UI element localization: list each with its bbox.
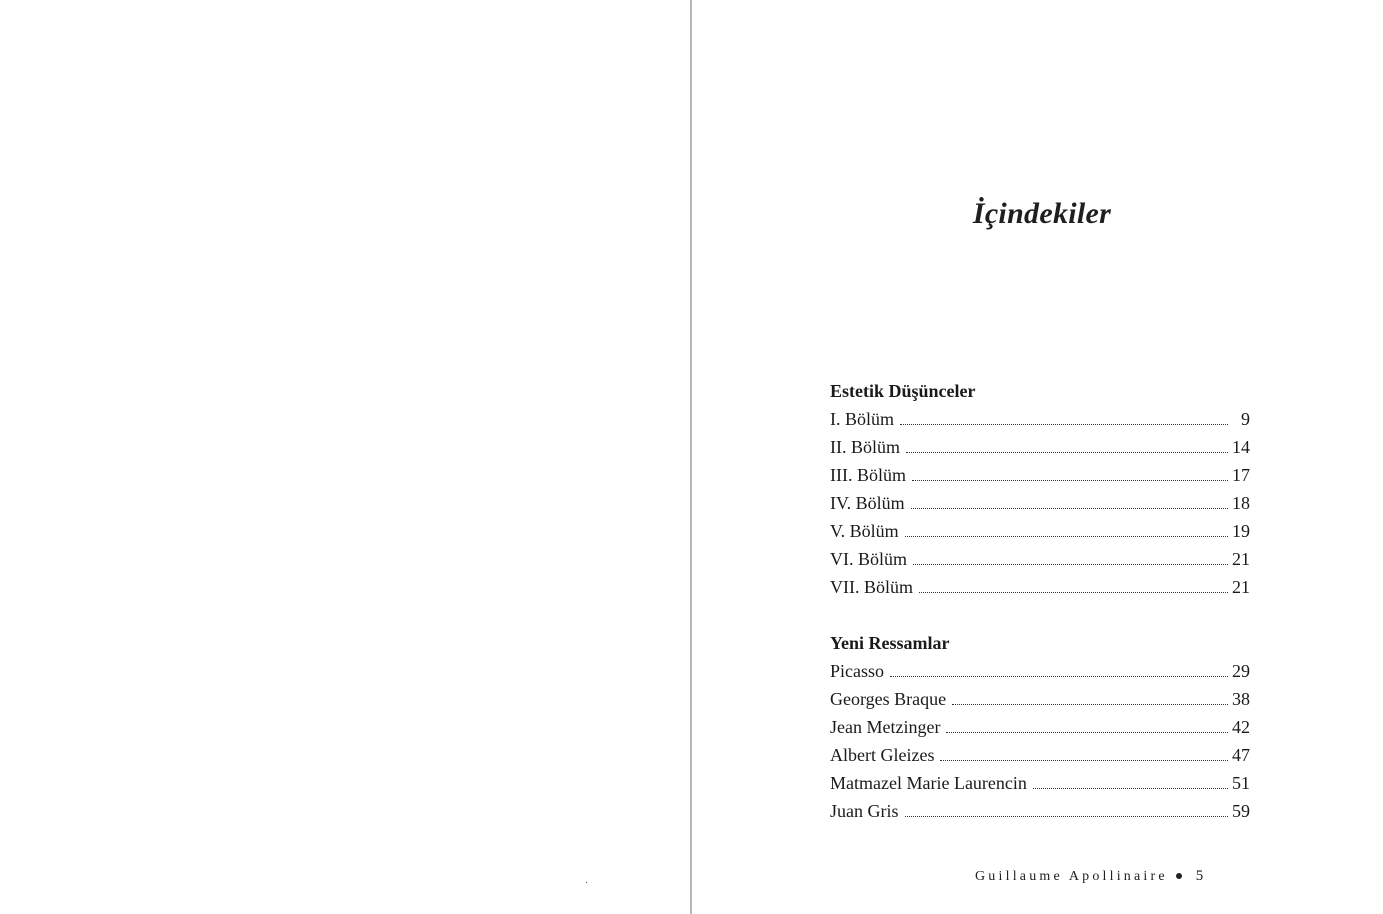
dot-leader <box>906 452 1228 453</box>
toc-entry-label: VI. Bölüm <box>830 549 908 569</box>
toc-entry[interactable] <box>830 685 1250 713</box>
toc-entry-page: 9 <box>1241 409 1250 429</box>
toc-entry-label: Matmazel Marie Laurencin <box>830 773 1027 793</box>
stray-mark <box>586 882 587 883</box>
dot-leader <box>900 424 1228 425</box>
toc-entry-page: 51 <box>1232 773 1250 793</box>
toc-entry[interactable] <box>830 573 1250 601</box>
page-number: 5 <box>1195 868 1204 884</box>
toc-entry-label: III. Bölüm <box>830 465 906 485</box>
toc-entry-page: 59 <box>1232 801 1250 821</box>
toc-entry-page: 21 <box>1232 577 1250 597</box>
dot-leader <box>905 816 1229 817</box>
footer-author: Guillaume Apollinaire <box>975 869 1168 884</box>
toc-entry[interactable] <box>830 433 1250 461</box>
right-page <box>692 0 1383 914</box>
toc-entry[interactable] <box>830 769 1250 797</box>
toc-entry[interactable] <box>830 517 1250 545</box>
toc-entry-page: 14 <box>1232 437 1250 457</box>
dot-leader <box>946 732 1228 733</box>
toc-entry[interactable] <box>830 489 1250 517</box>
toc-entry[interactable] <box>830 545 1250 573</box>
toc-entry-label: V. Bölüm <box>830 521 899 541</box>
toc-entry-page: 21 <box>1232 549 1250 569</box>
toc-entry-label: Juan Gris <box>830 801 899 821</box>
dot-leader <box>911 508 1228 509</box>
toc-entry-label: IV. Bölüm <box>830 493 905 513</box>
page-title: İçindekiler <box>972 197 1112 230</box>
toc-entry-page: 42 <box>1232 717 1250 737</box>
toc-entry-page: 47 <box>1232 745 1250 765</box>
dot-leader <box>905 536 1228 537</box>
toc-entry[interactable] <box>830 741 1250 769</box>
section-heading: Estetik Düşünceler <box>830 381 976 401</box>
dot-leader <box>912 480 1228 481</box>
dot-leader <box>919 592 1228 593</box>
running-footer <box>975 868 1203 885</box>
left-page <box>0 0 690 914</box>
toc-entry-page: 19 <box>1232 521 1250 541</box>
toc-entry[interactable] <box>830 713 1250 741</box>
table-of-contents <box>830 377 1250 825</box>
dot-leader <box>913 564 1228 565</box>
toc-entry-label: Jean Metzinger <box>830 717 941 737</box>
toc-entry-label: Albert Gleizes <box>830 745 935 765</box>
dot-leader <box>890 676 1228 677</box>
toc-entry-label: Georges Braque <box>830 689 947 709</box>
toc-entry-page: 38 <box>1232 689 1250 709</box>
dot-leader <box>940 760 1228 761</box>
toc-entry-page: 18 <box>1232 493 1250 513</box>
bullet-icon <box>1176 873 1182 879</box>
section-spacer <box>830 601 1250 629</box>
dot-leader <box>952 704 1228 705</box>
toc-entry-label: VII. Bölüm <box>830 577 913 597</box>
toc-entry[interactable] <box>830 461 1250 489</box>
section-heading: Yeni Ressamlar <box>830 633 950 653</box>
toc-entry-page: 17 <box>1232 465 1250 485</box>
toc-entry-label: I. Bölüm <box>830 409 895 429</box>
toc-entry-label: Picasso <box>830 661 884 681</box>
toc-entry[interactable] <box>830 797 1250 825</box>
dot-leader <box>1033 788 1228 789</box>
toc-entry[interactable] <box>830 405 1250 433</box>
toc-entry-label: II. Bölüm <box>830 437 900 457</box>
toc-entry-page: 29 <box>1232 661 1250 681</box>
toc-entry[interactable] <box>830 657 1250 685</box>
